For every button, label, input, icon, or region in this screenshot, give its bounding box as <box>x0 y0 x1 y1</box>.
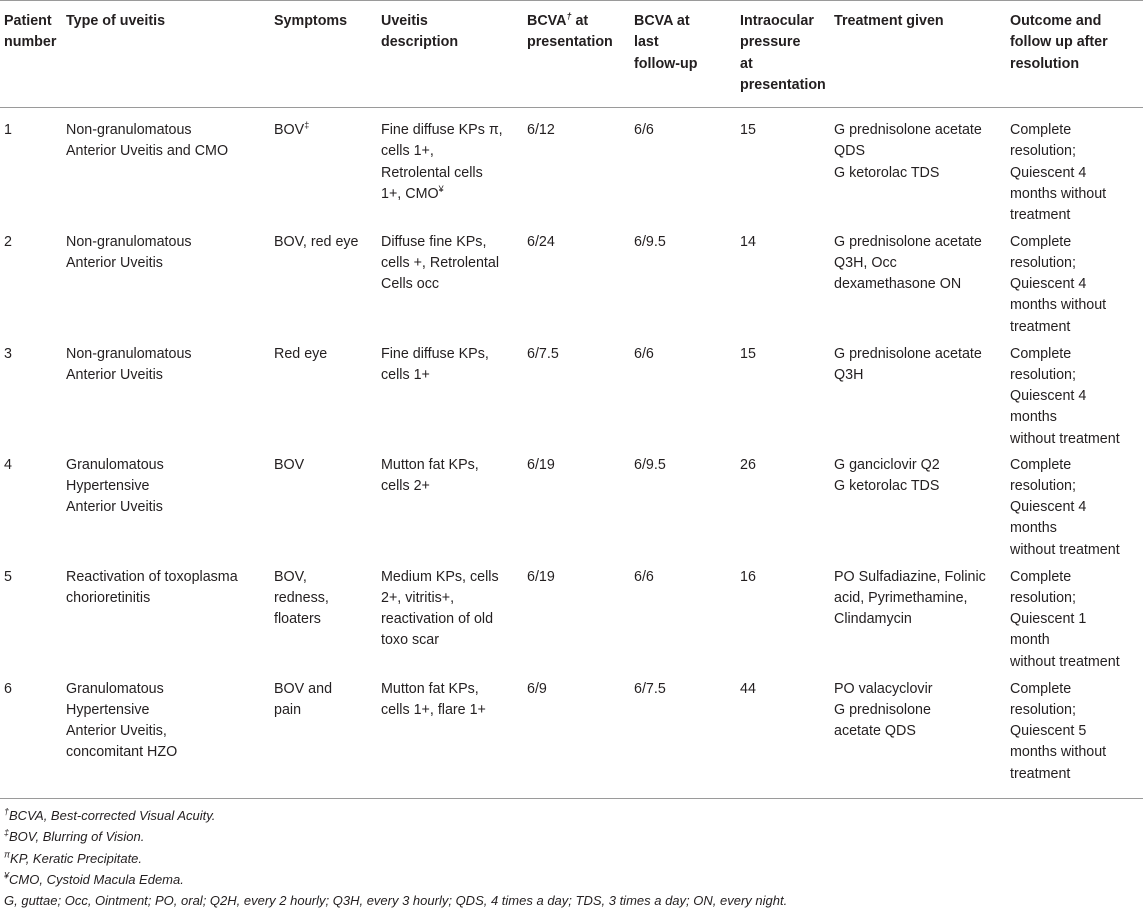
patient-number-cell: 4 <box>4 456 12 473</box>
uveitis-type-cell: Non-granulomatous Anterior Uveitis and CMO <box>66 122 229 160</box>
description-cell: Fine diffuse KPs, cells 1+ <box>381 345 489 383</box>
dagger-mark: † <box>566 11 572 22</box>
description-cell: Fine diffuse KPs π, cells 1+, Retrolental cells 1+, CMO¥ <box>381 122 503 202</box>
yen-mark: ¥ <box>438 184 444 195</box>
header-row <box>0 1 1143 108</box>
table-row <box>0 455 1143 567</box>
outcome-cell: Complete resolution; Quiescent 4 months without treatment <box>1010 345 1120 447</box>
patient-number-cell: 5 <box>4 568 12 585</box>
table-row <box>0 679 1143 799</box>
bcva-last-cell: 6/6 <box>634 345 654 362</box>
symptoms-cell: BOV‡ <box>274 120 310 138</box>
header-treatment-given: Treatment given <box>830 1 1006 108</box>
iop-cell: 15 <box>740 345 756 362</box>
iop-cell: 15 <box>740 122 756 138</box>
table-row <box>0 232 1143 344</box>
table-row <box>0 108 1143 232</box>
uveitis-type-cell: Granulomatous Hypertensive Anterior Uveitis, concomitant HZO <box>62 679 270 799</box>
outcome-cell: Complete resolution; Quiescent 4 months without treatment <box>1010 233 1107 335</box>
bcva-presentation-cell: 6/24 <box>527 233 555 250</box>
uveitis-type-cell: Granulomatous Hypertensive Anterior Uveitis <box>66 456 164 516</box>
bcva-presentation-cell: 6/9 <box>523 679 630 799</box>
header-outcome: Outcome and follow up after resolution <box>1006 1 1143 108</box>
iop-cell: 14 <box>740 233 756 250</box>
footnote-bov: ‡BOV, Blurring of Vision. <box>4 827 145 845</box>
bcva-last-cell: 6/9.5 <box>634 456 666 473</box>
symptoms-cell: BOV <box>274 456 305 473</box>
patient-number-cell: 6 <box>0 679 62 799</box>
bcva-presentation-cell: 6/19 <box>527 568 555 585</box>
symptoms-cell: Red eye <box>274 345 328 362</box>
treatment-cell: G prednisolone acetate Q3H <box>834 345 982 383</box>
bcva-last-cell: 6/6 <box>634 568 654 585</box>
uveitis-type-cell: Non-granulomatous Anterior Uveitis <box>66 345 192 383</box>
treatment-cell: PO Sulfadiazine, Folinic acid, Pyrimethamine, Clindamycin <box>834 568 986 628</box>
header-bcva-presentation: BCVA† at presentation <box>523 1 630 108</box>
uveitis-type-cell: Reactivation of toxoplasma chorioretinitis <box>66 568 238 606</box>
bcva-last-cell: 6/6 <box>634 122 654 138</box>
bcva-presentation-cell: 6/19 <box>527 456 555 473</box>
patient-number-cell: 3 <box>4 345 12 362</box>
header-bcva-last-follow-up: BCVA at last follow-up <box>630 1 736 108</box>
outcome-cell: Complete resolution; Quiescent 5 months without treatment <box>1006 679 1143 799</box>
bcva-presentation-cell: 6/12 <box>527 122 555 138</box>
table-row <box>0 344 1143 455</box>
treatment-cell: G prednisolone acetate Q3H, Occ dexamethasone ON <box>834 233 982 293</box>
description-cell: Mutton fat KPs, cells 1+, flare 1+ <box>377 679 523 799</box>
description-cell: Medium KPs, cells 2+, vitritis+, reactivation of old toxo scar <box>381 568 499 649</box>
outcome-cell: Complete resolution; Quiescent 1 month without treatment <box>1010 568 1120 670</box>
footnote-kp: $^\pi$KP, Keratic Precipitate. <box>4 849 143 866</box>
iop-cell: 26 <box>740 456 756 473</box>
iop-cell: 16 <box>740 568 756 585</box>
treatment-cell: G ganciclovir Q2 G ketorolac TDS <box>834 456 940 494</box>
header-type-of-uveitis: Type of uveitis <box>62 1 270 108</box>
double-dagger-mark: ‡ <box>304 120 310 131</box>
description-cell: Mutton fat KPs, cells 2+ <box>381 456 479 494</box>
outcome-cell: Complete resolution; Quiescent 4 months without treatment <box>1010 122 1107 224</box>
treatment-cell: PO valacyclovir G prednisolone acetate QDS <box>830 679 1006 799</box>
header-symptoms: Symptoms <box>270 1 377 108</box>
table-footnotes <box>4 805 1139 911</box>
patient-number-cell: 1 <box>4 122 12 138</box>
header-uveitis-description: Uveitis description <box>377 1 523 108</box>
header-intraocular-pressure: Intraocular pressure at presentation <box>736 1 830 108</box>
patient-number-cell: 2 <box>4 233 12 250</box>
symptoms-cell: BOV, red eye <box>274 233 359 250</box>
header-patient-number: Patient number <box>0 1 62 108</box>
bcva-presentation-cell: 6/7.5 <box>527 345 559 362</box>
table-row <box>0 567 1143 679</box>
footnote-cmo: ¥CMO, Cystoid Macula Edema. <box>4 870 184 887</box>
footnote-abbreviations: G, guttae; Occ, Ointment; PO, oral; Q2H, every 2 hourly; Q3H, every 3 hourly; QDS, 4 times a day; TDS, 3 times a day; ON, every night. <box>4 893 788 909</box>
bcva-last-cell: 6/9.5 <box>634 233 666 250</box>
description-cell: Diffuse fine KPs, cells +, Retrolental Cells occ <box>381 233 500 293</box>
treatment-cell: G prednisolone acetate QDS G ketorolac TDS <box>834 122 982 181</box>
uveitis-type-cell: Non-granulomatous Anterior Uveitis <box>66 233 192 271</box>
symptoms-cell: BOV and pain <box>270 679 377 799</box>
bcva-last-cell: 6/7.5 <box>630 679 736 799</box>
symptoms-cell: BOV, redness, floaters <box>274 568 329 628</box>
iop-cell: 44 <box>736 679 830 799</box>
footnote-bcva: †BCVA, Best-corrected Visual Acuity. <box>4 806 216 823</box>
outcome-cell: Complete resolution; Quiescent 4 months without treatment <box>1010 456 1120 558</box>
